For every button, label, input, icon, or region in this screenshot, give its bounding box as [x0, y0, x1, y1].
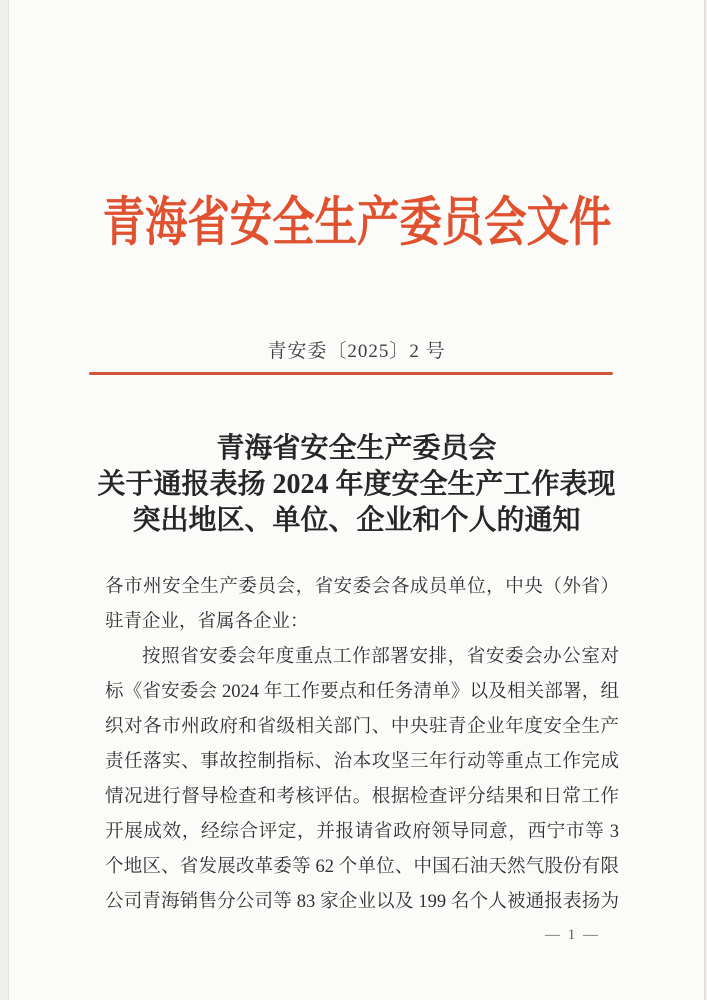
body-line: 公司青海销售分公司等 83 家企业以及 199 名个人被通报表扬为	[105, 892, 619, 912]
document-page	[8, 0, 705, 1000]
document-title	[9, 431, 704, 539]
body-line: 责任落实、事故控制指标、治本攻坚三年行动等重点工作完成	[105, 752, 619, 772]
body-line: 情况进行督导检查和考核评估。根据检查评分结果和日常工作	[105, 787, 619, 807]
title-line-2: 关于通报表扬 2024 年度安全生产工作表现	[97, 469, 616, 500]
body-line: 标《省安委会 2024 年工作要点和任务清单》以及相关部署，组	[105, 682, 619, 702]
document-number: 青安委〔2025〕2 号	[267, 341, 446, 362]
red-divider-line	[89, 372, 613, 375]
body-line: 开展成效，经综合评定，并报请省政府领导同意，西宁市等 3	[105, 822, 619, 842]
body-line: 按照省安委会年度重点工作部署安排，省安委会办公室对	[142, 647, 619, 667]
body-line: 个地区、省发展改革委等 62 个单位、中国石油天然气股份有限	[105, 857, 619, 877]
salutation-line: 各市州安全生产委员会，省安委会各成员单位，中央（外省）	[105, 577, 619, 597]
document-header-title: 青海省安全生产委员会文件	[102, 194, 611, 252]
salutation-line: 驻青企业，省属各企业：	[105, 612, 309, 632]
page-number: — 1 —	[545, 927, 600, 943]
title-line-1: 青海省安全生产委员会	[216, 433, 497, 464]
title-line-3: 突出地区、单位、企业和个人的通知	[132, 505, 581, 536]
body-line: 织对各市州政府和省级相关部门、中央驻青企业年度安全生产	[105, 717, 619, 737]
document-header-banner	[9, 192, 704, 254]
document-body	[105, 570, 619, 920]
